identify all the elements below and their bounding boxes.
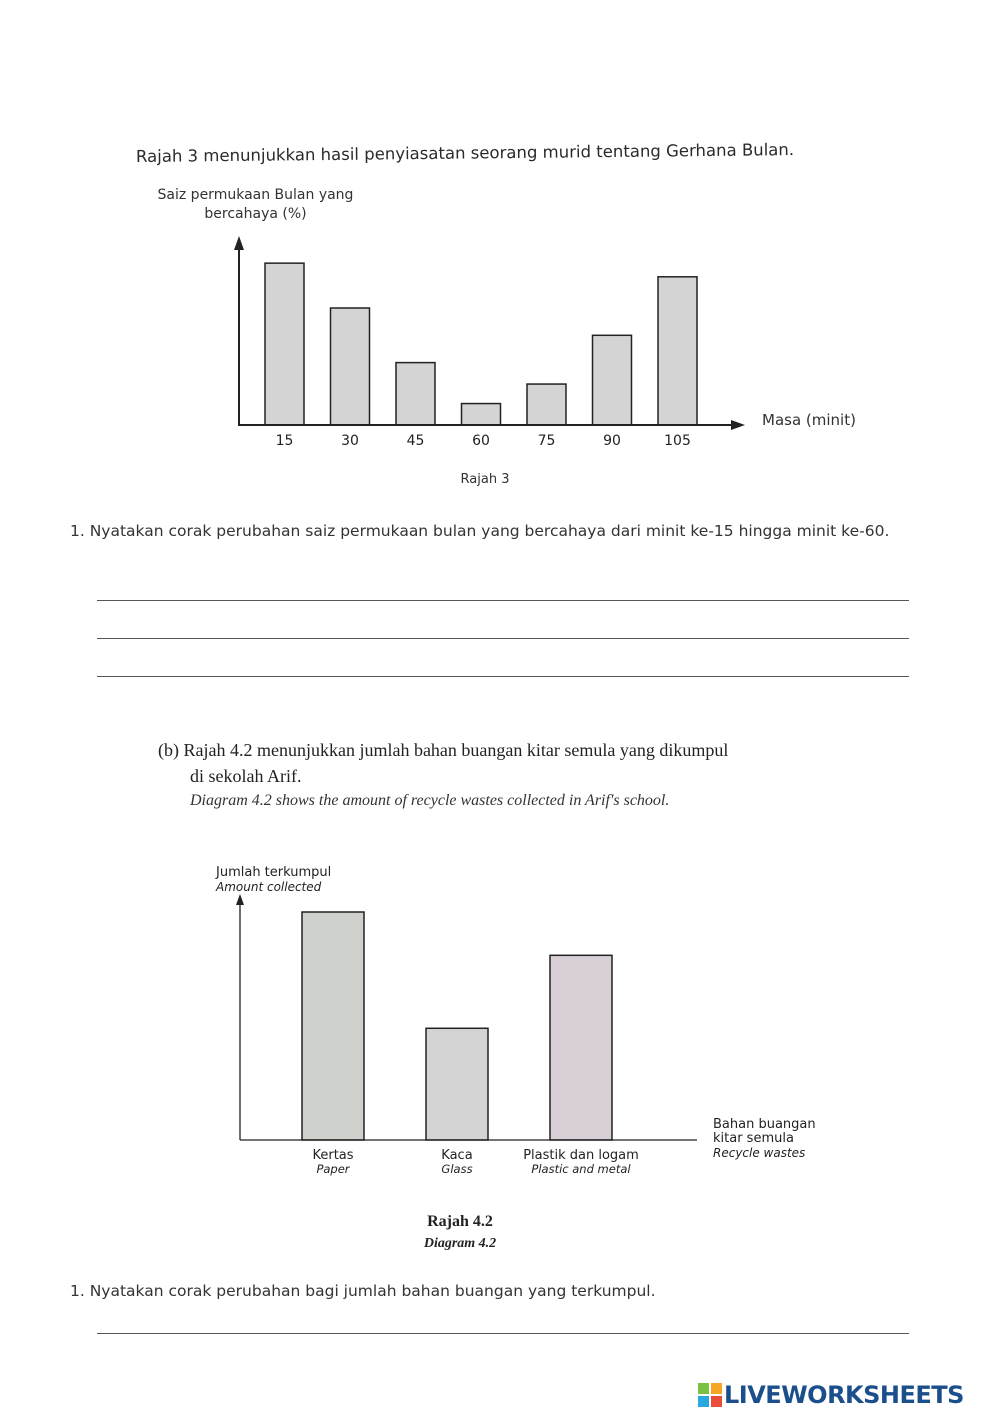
chart1-tick-labels bbox=[276, 433, 691, 449]
chart1-ylabel-line1: Saiz permukaan Bulan yang bbox=[157, 187, 354, 203]
section1-intro: Rajah 3 menunjukkan hasil penyiasatan seorang murid tentang Gerhana Bulan. bbox=[135, 140, 795, 166]
question-2: 1. Nyatakan corak perubahan bagi jumlah bahan buangan yang terkumpul. bbox=[70, 1282, 656, 1300]
chart1-bar bbox=[462, 404, 501, 425]
chart1-bar bbox=[396, 363, 435, 425]
chart1-y-arrow-icon bbox=[234, 236, 244, 250]
answer-line[interactable] bbox=[97, 1333, 909, 1334]
chart2-ylabel-en: Amount collected bbox=[216, 880, 322, 894]
chart2-bar bbox=[426, 1028, 488, 1140]
liveworksheets-logo[interactable] bbox=[698, 1381, 964, 1409]
chart2-tick-label: Kaca bbox=[441, 1148, 473, 1163]
chart2-caption: Rajah 4.2 bbox=[427, 1213, 493, 1230]
chart1-tick-label: 45 bbox=[406, 433, 425, 449]
logo-text: LIVEWORKSHEETS bbox=[724, 1381, 964, 1409]
chart1-bar bbox=[331, 308, 370, 425]
chart2-y-arrow-icon bbox=[236, 894, 244, 905]
chart2-tick-labels bbox=[312, 1148, 638, 1176]
chart2-tick-label-en: Plastic and metal bbox=[531, 1162, 631, 1176]
chart1-bar bbox=[527, 384, 566, 425]
chart1-tick-label: 60 bbox=[472, 433, 490, 449]
answer-line[interactable] bbox=[97, 638, 909, 639]
chart1-tick-label: 15 bbox=[275, 433, 294, 449]
chart1-tick-label: 30 bbox=[341, 433, 359, 449]
chart1-bars bbox=[265, 263, 697, 425]
chart1-bar bbox=[593, 335, 632, 425]
chart2-bar bbox=[550, 955, 612, 1140]
chart1-xlabel: Masa (minit) bbox=[762, 411, 856, 429]
chart2-xlabel-line1: Bahan buangan bbox=[713, 1117, 816, 1132]
chart2 bbox=[200, 860, 840, 1190]
chart2-tick-label-en: Glass bbox=[441, 1162, 473, 1176]
chart1-tick-label: 90 bbox=[603, 433, 621, 449]
chart1-bar bbox=[265, 263, 304, 425]
section2-intro-en: Diagram 4.2 shows the amount of recycle wastes collected in Arif's school. bbox=[190, 792, 670, 809]
answer-line[interactable] bbox=[97, 600, 909, 601]
section2-intro: (b) Rajah 4.2 menunjukkan jumlah bahan buangan kitar semula yang dikumpul bbox=[158, 740, 729, 760]
section2-intro-cont: di sekolah Arif. bbox=[190, 766, 302, 786]
chart1-tick-label: 75 bbox=[537, 433, 556, 449]
chart1-ylabel bbox=[143, 186, 368, 224]
liveworksheets-logo-icon bbox=[698, 1383, 722, 1407]
chart1-caption: Rajah 3 bbox=[460, 472, 510, 487]
chart1-bar bbox=[658, 277, 697, 425]
chart2-xlabel-en: Recycle wastes bbox=[713, 1146, 806, 1160]
chart2-xlabel-line2: kitar semula bbox=[713, 1131, 794, 1146]
chart1-tick-label: 105 bbox=[664, 433, 691, 449]
chart1-x-arrow-icon bbox=[731, 420, 745, 430]
chart2-ylabel: Jumlah terkumpul bbox=[216, 865, 332, 880]
chart2-tick-label: Kertas bbox=[312, 1148, 354, 1163]
chart2-tick-label: Plastik dan logam bbox=[523, 1148, 639, 1163]
chart1 bbox=[225, 230, 885, 465]
chart2-bar bbox=[302, 912, 364, 1140]
question-1: 1. Nyatakan corak perubahan saiz permukaan bulan yang bercahaya dari minit ke-15 hingga minit ke-60. bbox=[70, 522, 890, 540]
chart2-tick-label-en: Paper bbox=[316, 1162, 350, 1176]
chart2-caption-en: Diagram 4.2 bbox=[423, 1236, 497, 1251]
answer-line[interactable] bbox=[97, 676, 909, 677]
chart2-bars bbox=[302, 912, 612, 1140]
chart1-ylabel-line2: bercahaya (%) bbox=[204, 206, 307, 222]
